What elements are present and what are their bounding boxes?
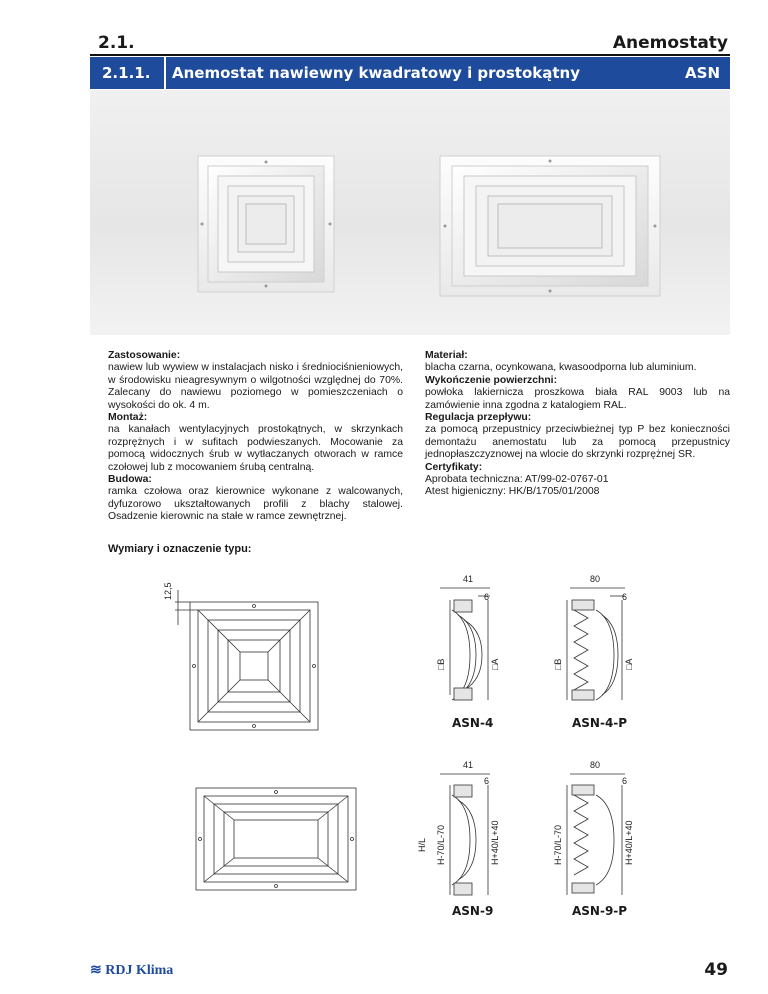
dim-6-bottom: 6 bbox=[484, 776, 490, 786]
material-heading: Materiał: bbox=[425, 350, 468, 361]
caption-asn9p: ASN-9-P bbox=[572, 904, 628, 918]
dimensions-label: Wymiary i oznaczenie typu: bbox=[108, 543, 252, 555]
left-text-column bbox=[108, 350, 403, 524]
banner-separator bbox=[164, 57, 166, 89]
dim-80-bottom: 80 bbox=[590, 760, 601, 770]
certs-heading: Certyfikaty: bbox=[425, 461, 483, 473]
asn4-section-view bbox=[440, 588, 490, 700]
dim-a-asn4p: □A bbox=[624, 658, 634, 670]
dim-41-top: 41 bbox=[463, 574, 474, 584]
caption-asn4: ASN-4 bbox=[452, 716, 494, 730]
product-photo-image bbox=[90, 90, 730, 335]
mounting-heading: Montaż: bbox=[108, 412, 148, 424]
mounting-text: na kanałach wentylacyjnych prostokątnych, w skrzynkach rozprężnych i w sufitach podwieszanych. Mocowanie za pomocą widocznych śrub w wytłaczanych otworach w ramce czołowej lub z mocowaniem śrubą centralną. bbox=[108, 424, 403, 473]
dim-6-bottom-p: 6 bbox=[622, 776, 628, 786]
section-title: Anemostaty bbox=[612, 33, 728, 53]
dim-6-top-p: 6 bbox=[622, 592, 628, 602]
dim-b-asn4p: □B bbox=[553, 658, 563, 670]
rectangular-diffuser-photo bbox=[440, 156, 660, 296]
company-logo bbox=[90, 962, 173, 979]
logo-text: RDJ Klima bbox=[105, 963, 174, 978]
asn9-front-view bbox=[196, 788, 356, 890]
material-text: blacha czarna, ocynkowana, kwasoodporna lub aluminium. bbox=[425, 362, 697, 374]
asn9-section-view bbox=[440, 774, 490, 895]
dim-h-l: H/L bbox=[417, 837, 427, 852]
regulation-heading: Regulacja przepływu: bbox=[425, 412, 532, 424]
asn9p-section-view bbox=[567, 774, 628, 895]
product-banner bbox=[90, 57, 730, 89]
banner-title: Anemostat nawiewny kwadratowy i prostokątny bbox=[172, 64, 580, 82]
technical-drawings bbox=[0, 560, 768, 940]
dim-41-bottom: 41 bbox=[463, 760, 474, 770]
logo-wave-icon: ≋ bbox=[90, 963, 106, 978]
banner-code: ASN bbox=[685, 64, 720, 82]
right-text-column bbox=[425, 350, 730, 499]
asn4p-section-view bbox=[567, 588, 628, 700]
asn4-front-view bbox=[175, 590, 318, 730]
caption-asn4p: ASN-4-P bbox=[572, 716, 628, 730]
caption-asn9: ASN-9 bbox=[452, 904, 494, 918]
page-number: 49 bbox=[704, 960, 728, 980]
banner-number: 2.1.1. bbox=[102, 64, 151, 82]
construction-heading: Budowa: bbox=[108, 474, 152, 486]
cert-2: Atest higieniczny: HK/B/1705/01/2008 bbox=[425, 486, 600, 498]
header-rule bbox=[90, 54, 730, 56]
dim-a-asn4: □A bbox=[490, 658, 500, 670]
dim-frame-offset: 12,5 bbox=[163, 582, 173, 600]
dim-80-top: 80 bbox=[590, 574, 601, 584]
product-photo bbox=[90, 90, 730, 335]
usage-heading: Zastosowanie: bbox=[108, 350, 181, 361]
dim-h40-asn9: H+40/L+40 bbox=[490, 820, 500, 865]
dim-h70-asn9p: H-70/L-70 bbox=[553, 824, 563, 865]
finish-text: powłoka lakiernicza proszkowa biała RAL 9003 lub na zamówienie inna zgodna z katalogiem RAL. bbox=[425, 387, 730, 411]
cert-1: Aprobata techniczna: AT/99-02-0767-01 bbox=[425, 474, 609, 486]
dim-h40-asn9p: H+40/L+40 bbox=[624, 820, 634, 865]
usage-text: nawiew lub wywiew w instalacjach nisko i średniociśnieniowych, w środowisku nieagresywnym o wilgotności względnej do 70%. Zalecany do nawiewu poziomego w pomieszczeniach o wysokości do ok. 4 m. bbox=[108, 362, 403, 411]
dim-h70-asn9: H-70/L-70 bbox=[436, 824, 446, 865]
dim-6-top: 6 bbox=[484, 592, 490, 602]
dim-b-asn4: □B bbox=[436, 658, 446, 670]
construction-text: ramka czołowa oraz kierownice wykonane z walcowanych, dyfuzorowo ukształtowanych profili z blachy stalowej. Osadzenie kierownic na stałe w ramce zewnętrznej. bbox=[108, 486, 403, 523]
section-number: 2.1. bbox=[98, 33, 135, 53]
finish-heading: Wykończenie powierzchni: bbox=[425, 374, 558, 386]
square-diffuser-photo bbox=[198, 156, 334, 292]
regulation-text: za pomocą przepustnicy przeciwbieżnej typ P bez konieczności demontażu anemostatu lub za pomocą przepustnicy jednopłaszczyznowej na wlocie do skrzynki rozprężnej SR. bbox=[425, 424, 730, 461]
